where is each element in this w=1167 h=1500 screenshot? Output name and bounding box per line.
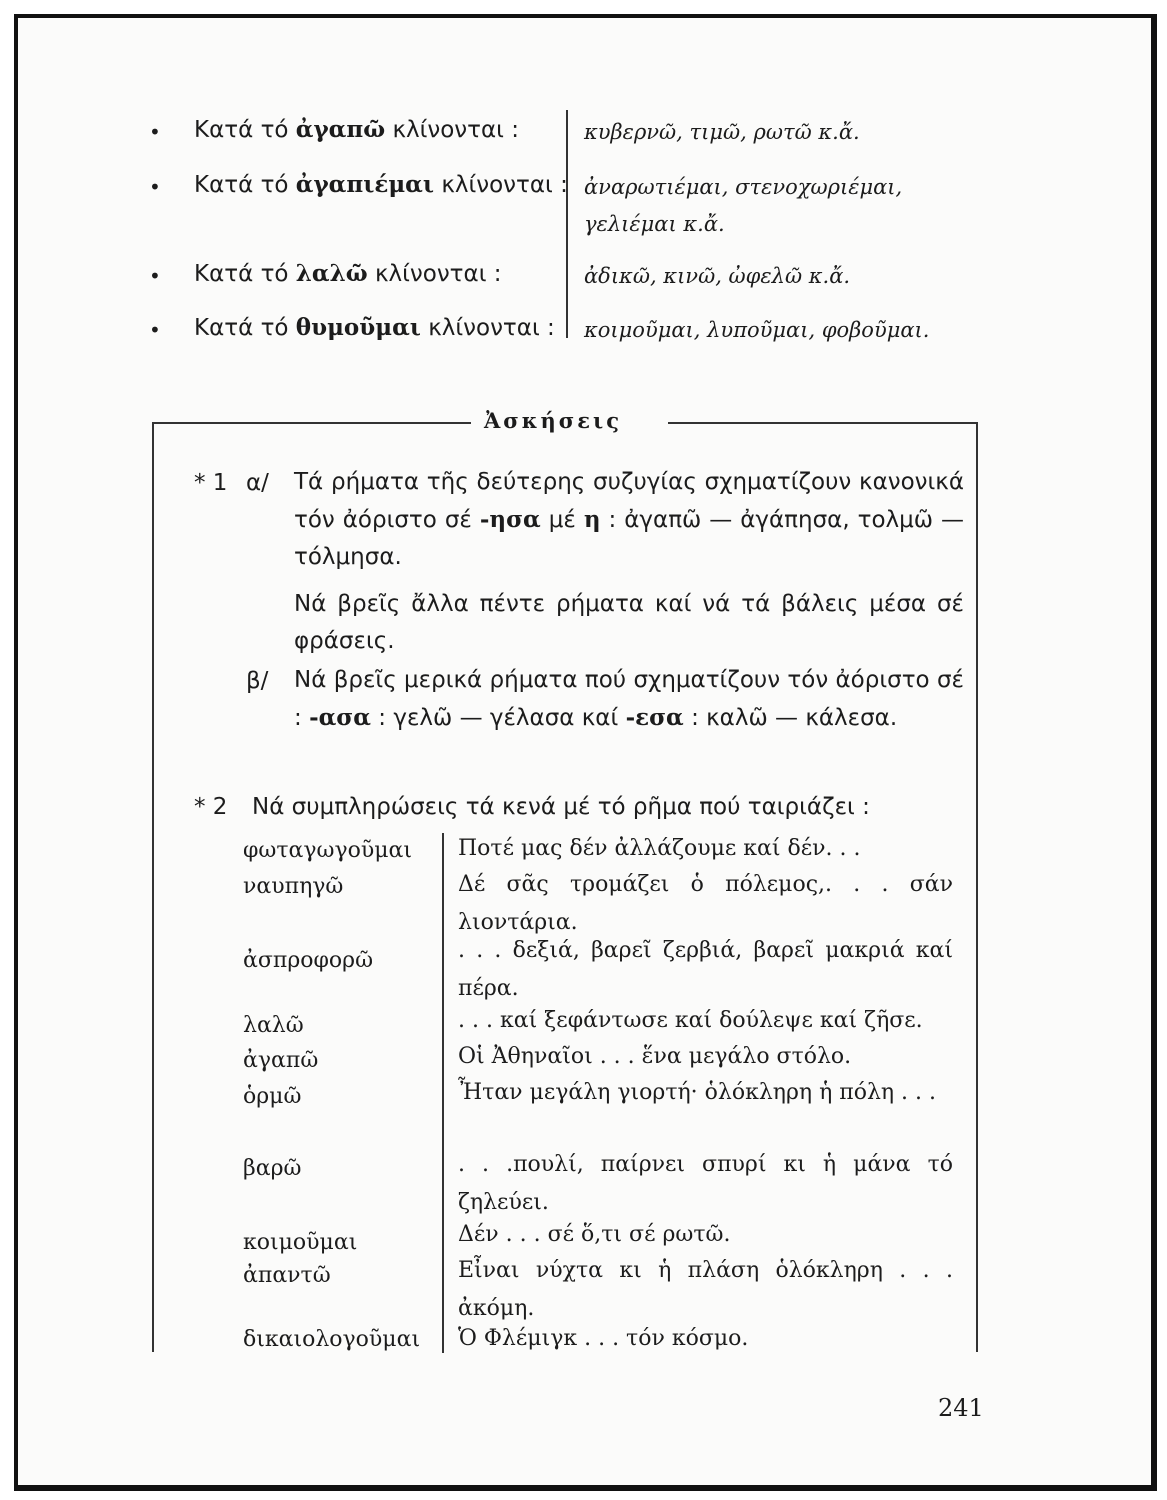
ending-bold: -ησα bbox=[479, 506, 541, 533]
word-item: δικαιολογοῦμαι bbox=[243, 1327, 421, 1352]
declension-lead: Κατά τό bbox=[194, 261, 289, 287]
declension-tail: κλίνονται : bbox=[392, 117, 520, 143]
declension-verb: ἀγαπιέμαι bbox=[295, 171, 434, 198]
text-run: Τά ρήματα τῆς δεύτερης συζυγίας σχηματίζουν κανονικά τόν ἀόριστο σέ bbox=[294, 469, 964, 533]
exercises-title: Ἀσκήσεις bbox=[484, 408, 622, 433]
text-run: : γελῶ — γέλασα καί bbox=[378, 705, 619, 731]
text-run: μέ bbox=[548, 507, 576, 533]
declension-verb: ἀγαπῶ bbox=[295, 116, 386, 143]
word-item: ἀπαντῶ bbox=[243, 1263, 331, 1288]
text-run: : καλῶ — κάλεσα. bbox=[691, 705, 898, 731]
box-border-top-left bbox=[153, 422, 471, 424]
word-item: ἀγαπῶ bbox=[243, 1048, 319, 1073]
exercise-2-marker: * 2 bbox=[194, 794, 228, 820]
declension-examples: κοιμοῦμαι, λυποῦμαι, φοβοῦμαι. bbox=[584, 318, 930, 342]
page-number: 241 bbox=[938, 1394, 984, 1422]
bullet: • bbox=[149, 120, 161, 144]
word-item: φωταγωγοῦμαι bbox=[243, 838, 413, 863]
declension-examples: ἀναρωτιέμαι, στενοχωριέμαι, γελιέμαι κ.ἄ. bbox=[584, 175, 903, 236]
box-border-top-right bbox=[668, 422, 978, 424]
bullet: • bbox=[149, 175, 161, 199]
sentence-item: Δέ σᾶς τρομάζει ὁ πόλεμος,. . . σάν λιοντάρια. bbox=[458, 872, 953, 935]
ending-bold: η bbox=[583, 506, 601, 533]
declension-label bbox=[194, 171, 568, 198]
declension-label bbox=[194, 260, 502, 287]
exercise-1b-text bbox=[294, 662, 964, 737]
word-item: κοιμοῦμαι bbox=[243, 1230, 358, 1255]
word-item: ἀσπροφορῶ bbox=[243, 948, 374, 973]
declension-tail: κλίνονται : bbox=[441, 172, 568, 198]
declension-divider bbox=[566, 110, 568, 338]
ending-bold: -εσα bbox=[625, 704, 684, 731]
exercise-2-instruction: Νά συμπληρώσεις τά κενά μέ τό ρῆμα πού ταιριάζει : bbox=[252, 794, 870, 820]
ending-bold: -ασα bbox=[309, 704, 371, 731]
sentence-item: . . . δεξιά, βαρεῖ ζερβιά, βαρεῖ μακριά καί πέρα. bbox=[458, 938, 953, 1001]
word-item: ναυπηγῶ bbox=[243, 874, 344, 899]
declension-verb: λαλῶ bbox=[295, 260, 368, 287]
declension-examples: κυβερνῶ, τιμῶ, ρωτῶ κ.ἄ. bbox=[584, 120, 860, 144]
word-item: βαρῶ bbox=[243, 1156, 302, 1181]
sentence-item: Ὁ Φλέμιγκ . . . τόν κόσμο. bbox=[458, 1326, 749, 1351]
declension-label bbox=[194, 116, 519, 143]
sentence-item: . . .πουλί, παίρνει σπυρί κι ἡ μάνα τό ζηλεύει. bbox=[458, 1152, 953, 1215]
declension-tail: κλίνονται : bbox=[428, 315, 555, 341]
exercise-1a-text bbox=[294, 464, 964, 660]
textbook-page bbox=[14, 14, 1157, 1491]
declension-lead: Κατά τό bbox=[194, 172, 289, 198]
declension-lead: Κατά τό bbox=[194, 315, 289, 341]
text-run: Νά βρεῖς ἄλλα πέντε ρήματα καί νά τά βάλεις μέσα σέ φράσεις. bbox=[294, 591, 964, 654]
declension-label bbox=[194, 314, 555, 341]
sentence-item: Ποτέ μας δέν ἀλλάζουμε καί δέν. . . bbox=[458, 836, 861, 861]
word-item: λαλῶ bbox=[243, 1013, 304, 1038]
declension-verb: θυμοῦμαι bbox=[295, 314, 421, 341]
declension-lead: Κατά τό bbox=[194, 117, 289, 143]
bullet: • bbox=[149, 264, 161, 288]
exercise-1a-label: α/ bbox=[246, 470, 269, 496]
text-run: Νά βρεῖς μερικά ρήματα πού σχηματίζουν τόν ἀόριστο σέ : bbox=[294, 667, 964, 731]
box-border-left bbox=[152, 422, 154, 1352]
sentence-item: Δέν . . . σέ ὅ,τι σέ ρωτῶ. bbox=[458, 1222, 731, 1247]
exercise-1b-label: β/ bbox=[246, 668, 269, 694]
box-border-right bbox=[976, 422, 978, 1352]
exercise-1-marker: * 1 bbox=[194, 470, 228, 496]
declension-tail: κλίνονται : bbox=[374, 261, 502, 287]
bullet: • bbox=[149, 318, 161, 342]
sentence-item: Εἶναι νύχτα κι ἡ πλάση ὁλόκληρη . . . ἀκόμη. bbox=[458, 1258, 953, 1321]
sentence-item: . . . καί ξεφάντωσε καί δούλεψε καί ζῆσε. bbox=[458, 1008, 923, 1033]
exercise-2-divider bbox=[442, 833, 444, 1353]
text-run: : ἀγαπῶ — ἀγάπησα, τολμῶ — τόλμησα. bbox=[294, 507, 965, 570]
sentence-item: Οἱ Ἀθηναῖοι . . . ἕνα μεγάλο στόλο. bbox=[458, 1044, 852, 1069]
sentence-item: Ἦταν μεγάλη γιορτή· ὁλόκληρη ἡ πόλη . . . bbox=[458, 1080, 937, 1105]
declension-examples: ἀδικῶ, κινῶ, ὠφελῶ κ.ἄ. bbox=[584, 264, 851, 288]
word-item: ὁρμῶ bbox=[243, 1084, 302, 1109]
